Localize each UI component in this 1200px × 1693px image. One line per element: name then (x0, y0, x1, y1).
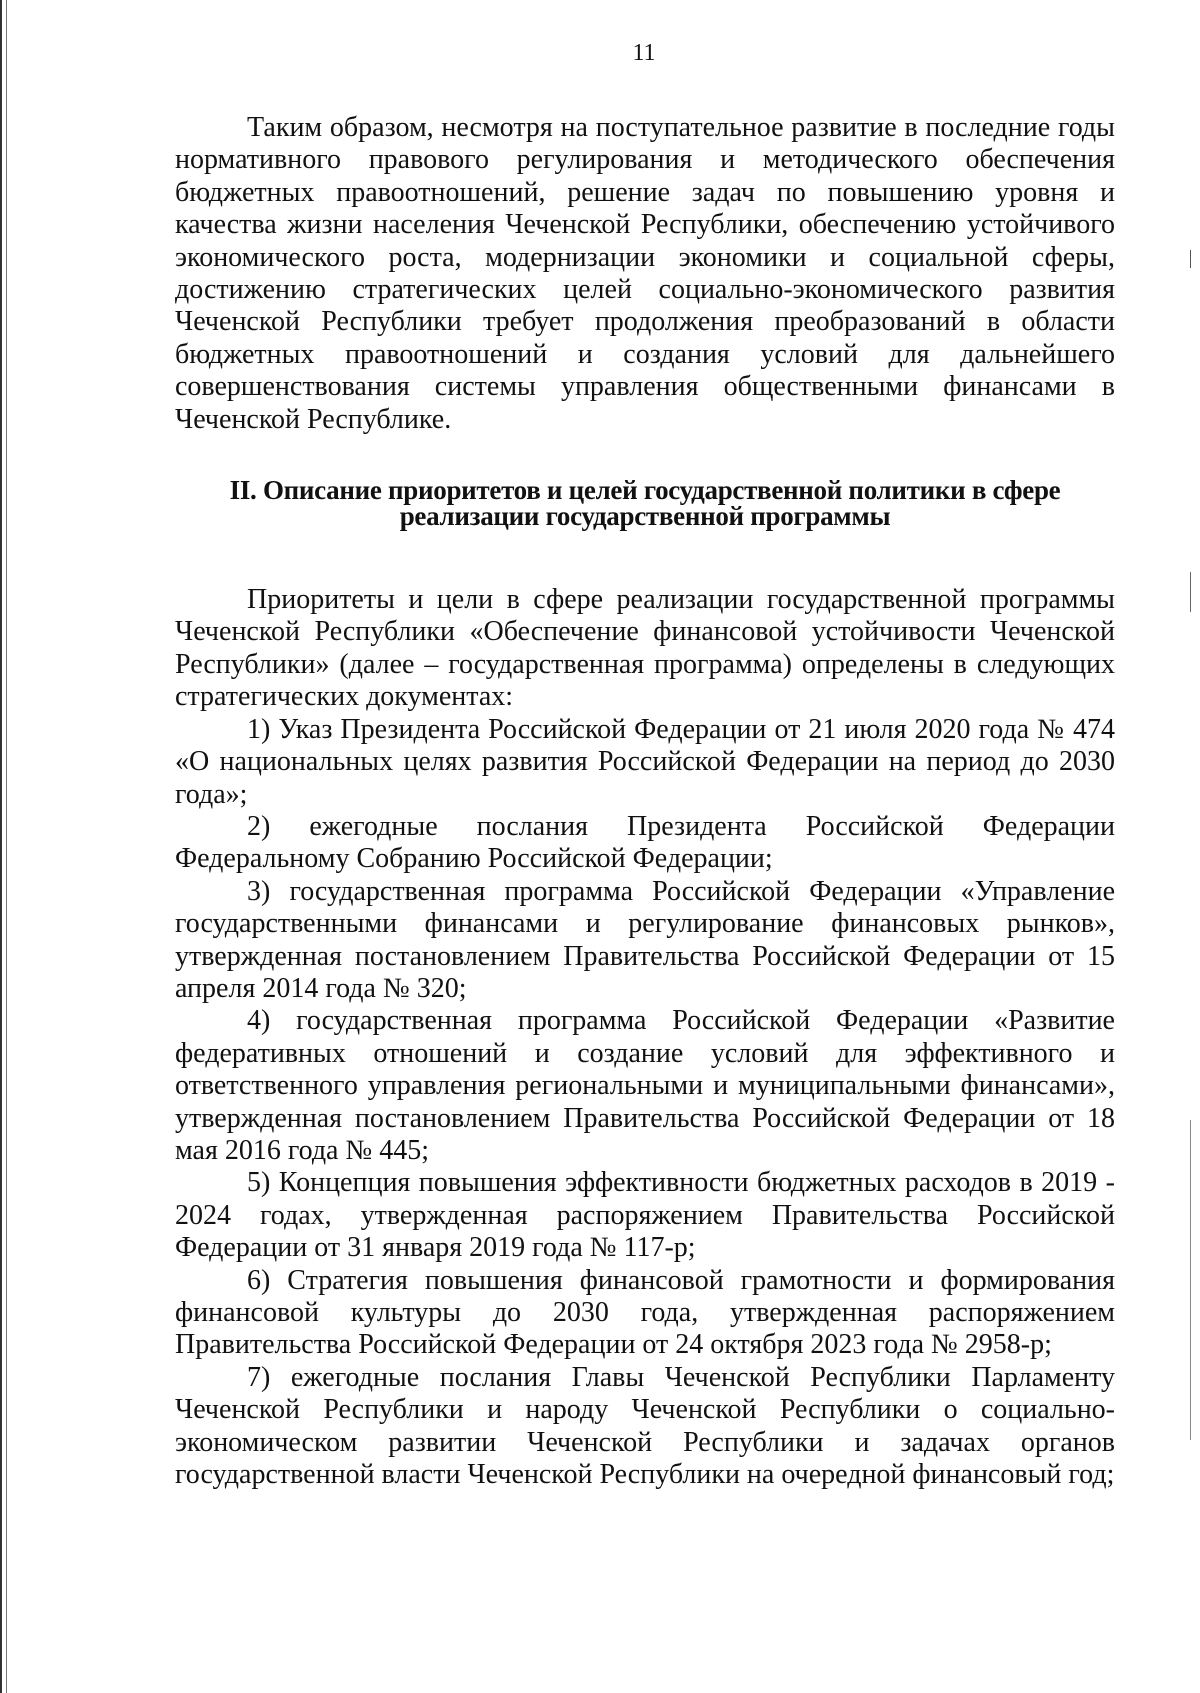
list-item-6: 6) Стратегия повышения финансовой грамотности и формирования финансовой культуры до 2030 года, утвержденная распоряжением Правительства Российской Федерации от 24 октября 2023 года № 2958-р; (175, 1264, 1115, 1361)
section-heading-line-1: II. Описание приоритетов и целей государственной политики в сфере (229, 475, 1061, 506)
scan-mark (1190, 572, 1191, 612)
list-item-5: 5) Концепция повышения эффективности бюджетных расходов в 2019 - 2024 годах, утвержденная распоряжением Правительства Российской Федерации от 31 января 2019 года № 117-р; (175, 1167, 1115, 1264)
scan-border-left-inner (6, 0, 7, 1693)
document-body (175, 112, 1115, 1491)
scan-border-left (0, 0, 2, 1693)
section-heading-line-2: реализации государственной программы (399, 501, 891, 532)
scan-mark (1190, 1120, 1191, 1440)
list-item-2: 2) ежегодные послания Президента Российской Федерации Федеральному Собранию Российской Федерации; (175, 810, 1115, 875)
list-item-7: 7) ежегодные послания Главы Чеченской Республики Парламенту Чеченской Республики и народу Чеченской Республики о социально-экономическом развитии Чеченской Республики и задачах органов государственной власти Чеченской Республики на очередной финансовый год; (175, 1361, 1115, 1491)
intro-paragraph: Таким образом, несмотря на поступательное развитие в последние годы нормативного правового регулирования и методического обеспечения бюджетных правоотношений, решение задач по повышению уровня и качества жизни населения Чеченской Республики, обеспечению устойчивого экономического роста, модернизации экономики и социальной сферы, достижению стратегических целей социально-экономического развития Чеченской Республики требует продолжения преобразований в области бюджетных правоотношений и создания условий для дальнейшего совершенствования системы управления общественными финансами в Чеченской Республике. (175, 112, 1115, 435)
scan-mark (1190, 250, 1191, 268)
list-item-3: 3) государственная программа Российской Федерации «Управление государственными финансами и регулирование финансовых рынков», утвержденная постановлением Правительства Российской Федерации от 15 апреля 2014 года № 320; (175, 875, 1115, 1004)
page-number: 11 (632, 40, 656, 66)
list-item-4: 4) государственная программа Российской Федерации «Развитие федеративных отношений и создание условий для эффективного и ответственного управления региональными и муниципальными финансами», утвержденная постановлением Правительства Российской Федерации от 18 мая 2016 года № 445; (175, 1005, 1115, 1166)
section-heading (175, 475, 1115, 532)
lead-paragraph: Приоритеты и цели в сфере реализации государственной программы Чеченской Республики «Обеспечение финансовой устойчивости Чеченской Республики» (далее – государственная программа) определены в следующих стратегических документах: (175, 584, 1115, 713)
list-item-1: 1) Указ Президента Российской Федерации от 21 июля 2020 года № 474 «О национальных целях развития Российской Федерации на период до 2030 года»; (175, 713, 1115, 810)
